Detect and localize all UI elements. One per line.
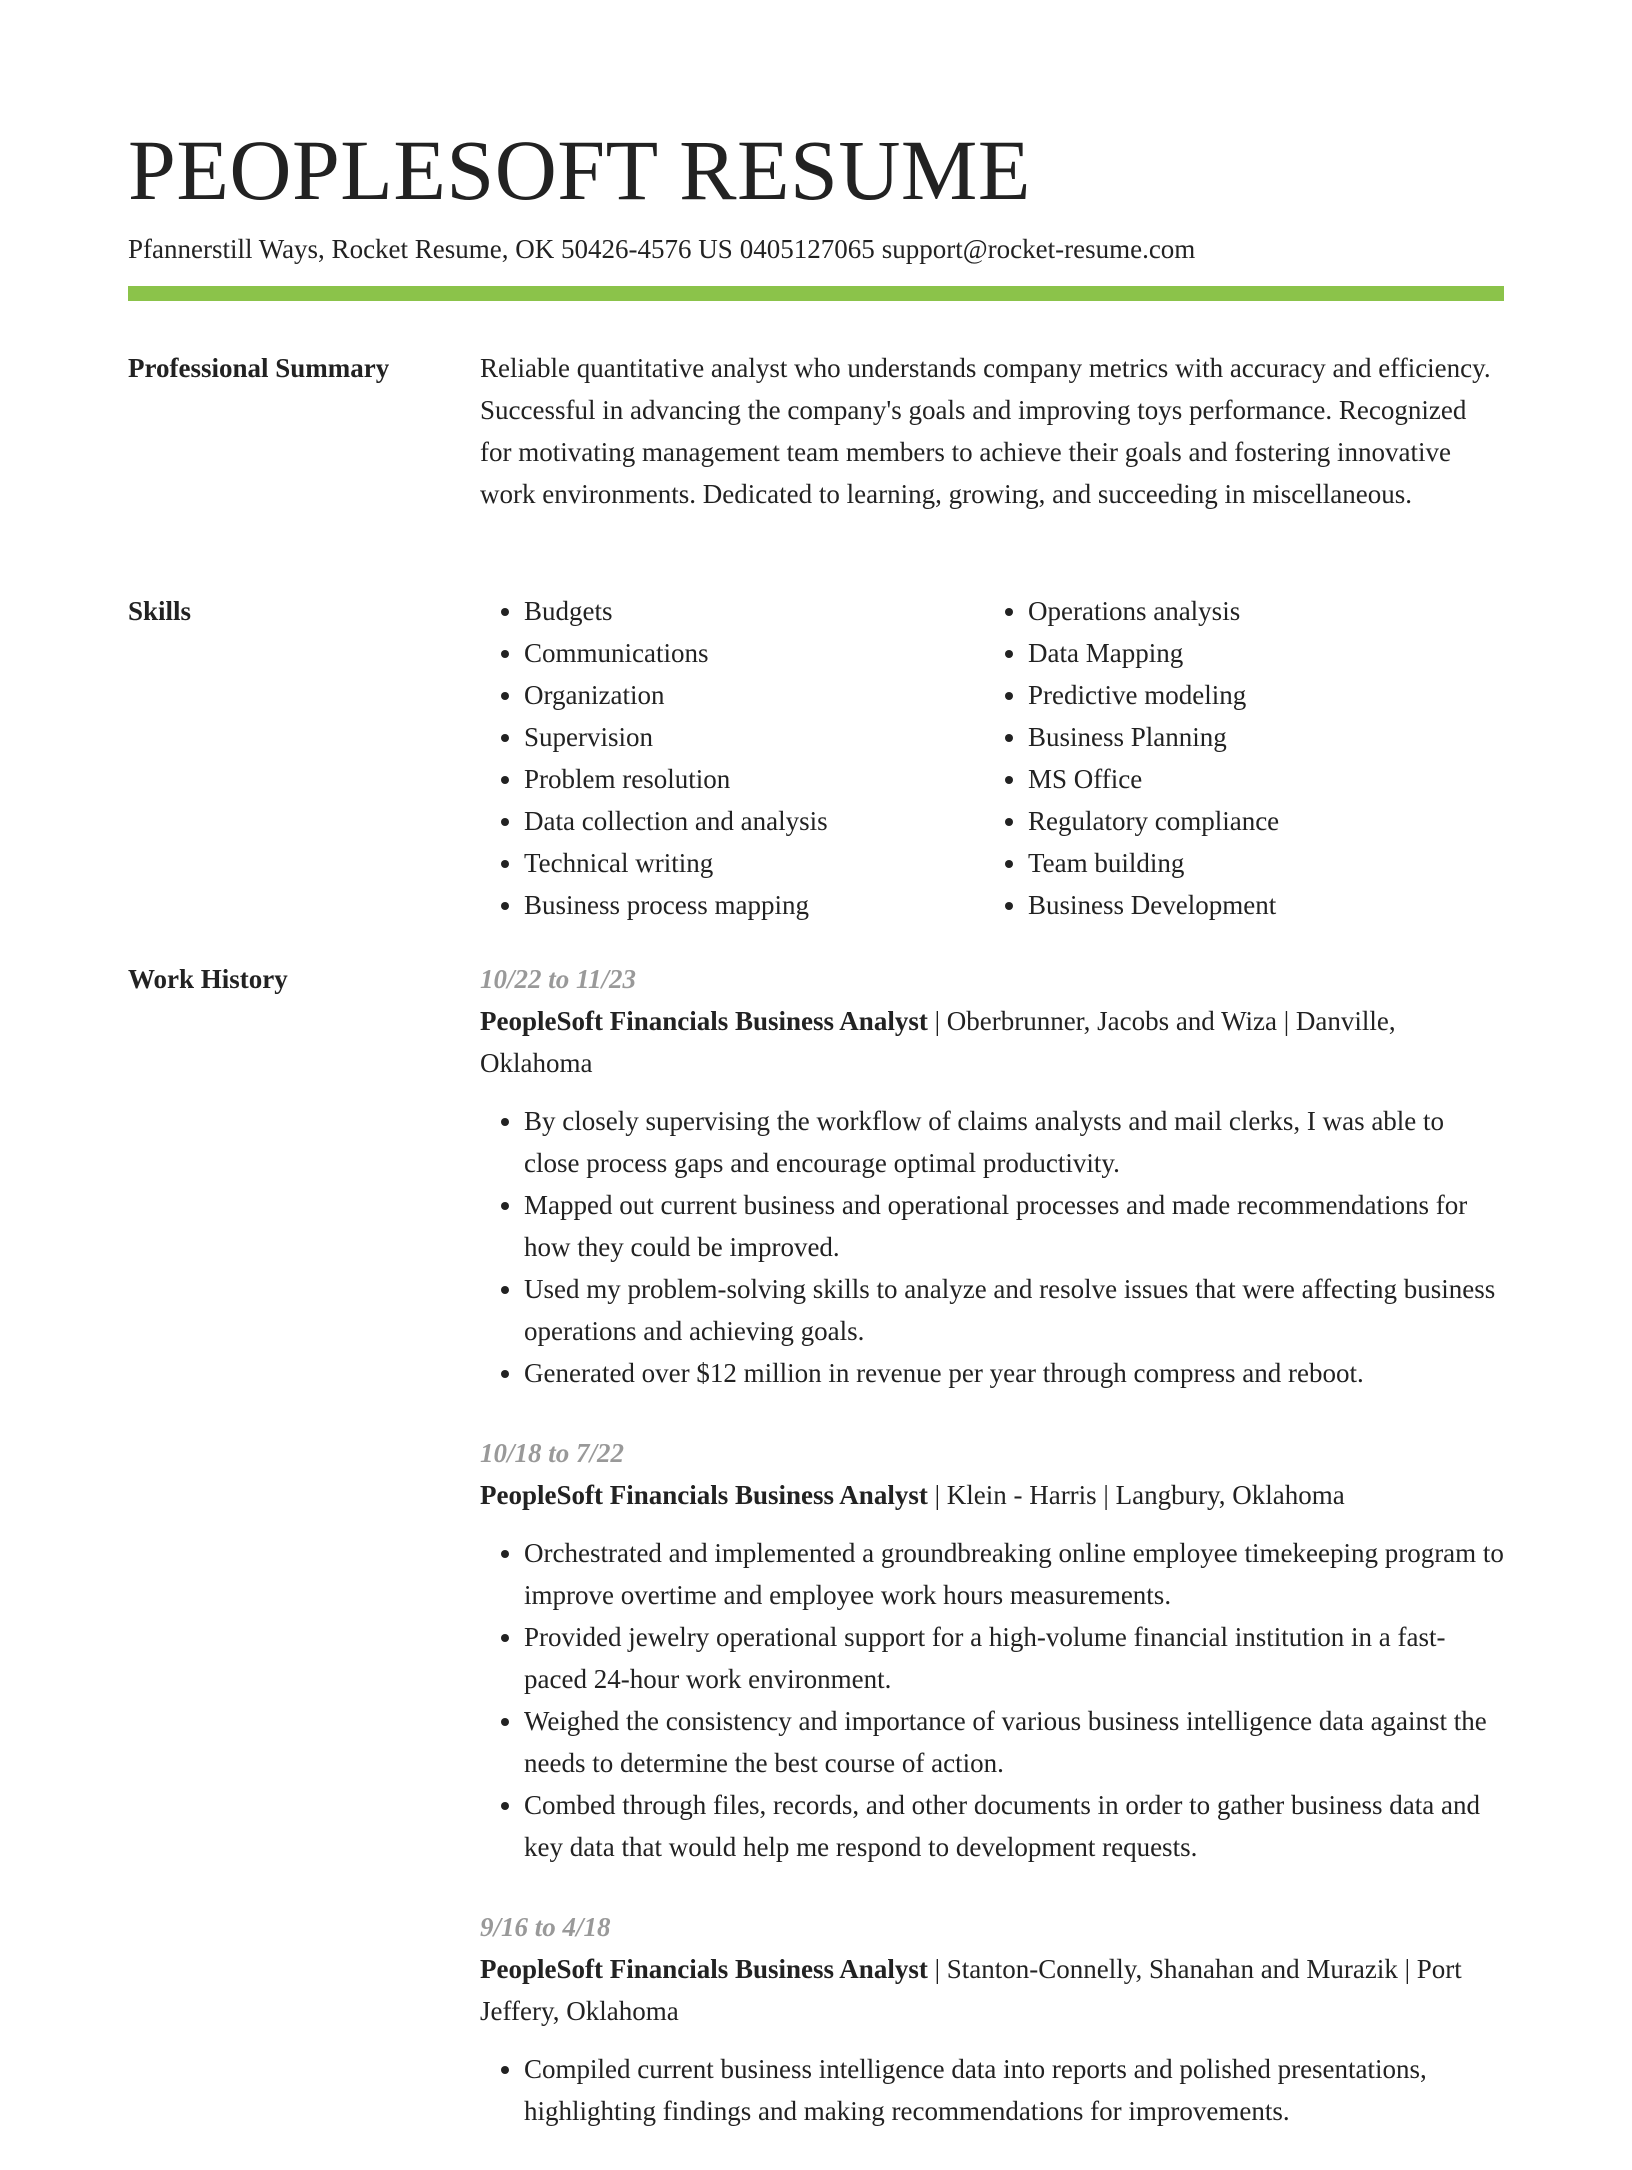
job-employer-location: | Klein - Harris | Langbury, Oklahoma (927, 1480, 1345, 1510)
skills-body (480, 590, 1504, 926)
job-bullets (480, 2048, 1504, 2132)
skill-item: • Data Mapping (1028, 632, 1488, 674)
work-history-body (480, 958, 1504, 2170)
contact-email: support@rocket-resume.com (881, 234, 1196, 264)
skill-item: • Organization (524, 674, 984, 716)
job-dates: 10/18 to 7/22 (480, 1438, 625, 1468)
job-entry (480, 1906, 1504, 2132)
contact-address: Pfannerstill Ways, Rocket Resume, OK 50426-4576 US (128, 234, 733, 264)
skill-item: • Data collection and analysis (524, 800, 984, 842)
summary-heading: Professional Summary (128, 353, 390, 383)
job-dates: 9/16 to 4/18 (480, 1912, 611, 1942)
skill-item: • MS Office (1028, 758, 1488, 800)
job-entry (480, 1432, 1504, 1868)
skill-item: • Predictive modeling (1028, 674, 1488, 716)
contact-phone: 0405127065 (739, 234, 875, 264)
job-title: PeopleSoft Financials Business Analyst (480, 1954, 928, 1984)
job-employer-location: | Oberbrunner, Jacobs and Wiza | Danville, Oklahoma (480, 1006, 1396, 1078)
job-bullet: • Weighed the consistency and importance of various business intelligence data against the needs to determine the best course of action. (524, 1700, 1504, 1784)
summary-text: Reliable quantitative analyst who understands company metrics with accuracy and efficiency. Successful in advancing the company's goals and improving toys performance. Recognized for motivating management team members to achieve their goals and fostering innovative work environments. Dedicated to learning, growing, and succeeding in miscellaneous. (480, 353, 1491, 509)
job-title: PeopleSoft Financials Business Analyst (480, 1006, 928, 1036)
job-bullet: • Orchestrated and implemented a groundbreaking online employee timekeeping program to improve overtime and employee work hours measurements. (524, 1532, 1504, 1616)
job-bullet: • Generated over $12 million in revenue per year through compress and reboot. (524, 1352, 1504, 1394)
skill-item: • Problem resolution (524, 758, 984, 800)
resume-title: PEOPLESOFT RESUME (128, 122, 1031, 218)
job-heading-line (480, 1000, 1504, 1084)
job-bullet: • Used my problem-solving skills to analyze and resolve issues that were affecting business operations and achieving goals. (524, 1268, 1504, 1352)
job-bullet: • Compiled current business intelligence data into reports and polished presentations, highlighting findings and making recommendations for improvements. (524, 2048, 1504, 2132)
header-divider (128, 286, 1504, 301)
job-bullets (480, 1100, 1504, 1394)
skill-item: • Team building (1028, 842, 1488, 884)
job-employer-location: | Stanton-Connelly, Shanahan and Murazik | Port Jeffery, Oklahoma (480, 1954, 1462, 2026)
skill-item: • Business Development (1028, 884, 1488, 926)
skill-item: • Operations analysis (1028, 590, 1488, 632)
skills-column-right (984, 590, 1488, 926)
skills-column-left (480, 590, 984, 926)
job-title: PeopleSoft Financials Business Analyst (480, 1480, 928, 1510)
skill-item: • Regulatory compliance (1028, 800, 1488, 842)
job-bullet: • Provided jewelry operational support for a high-volume financial institution in a fast-paced 24-hour work environment. (524, 1616, 1504, 1700)
skill-item: • Business process mapping (524, 884, 984, 926)
skill-item: • Communications (524, 632, 984, 674)
skill-item: • Technical writing (524, 842, 984, 884)
job-dates: 10/22 to 11/23 (480, 964, 637, 994)
skill-item: • Business Planning (1028, 716, 1488, 758)
job-bullet: • By closely supervising the workflow of claims analysts and mail clerks, I was able to close process gaps and encourage optimal productivity. (524, 1100, 1504, 1184)
skill-item: • Budgets (524, 590, 984, 632)
contact-line (128, 232, 1195, 266)
skill-item: • Supervision (524, 716, 984, 758)
job-bullet: • Combed through files, records, and other documents in order to gather business data and key data that would help me respond to development requests. (524, 1784, 1504, 1868)
job-entry (480, 958, 1504, 1394)
summary-body (480, 347, 1504, 515)
job-heading-line (480, 1474, 1504, 1516)
job-heading-line (480, 1948, 1504, 2032)
skills-columns (480, 590, 1504, 926)
job-bullet: • Mapped out current business and operational processes and made recommendations for how they could be improved. (524, 1184, 1504, 1268)
skills-heading: Skills (128, 596, 192, 626)
job-bullets (480, 1532, 1504, 1868)
work-history-heading: Work History (128, 964, 288, 994)
